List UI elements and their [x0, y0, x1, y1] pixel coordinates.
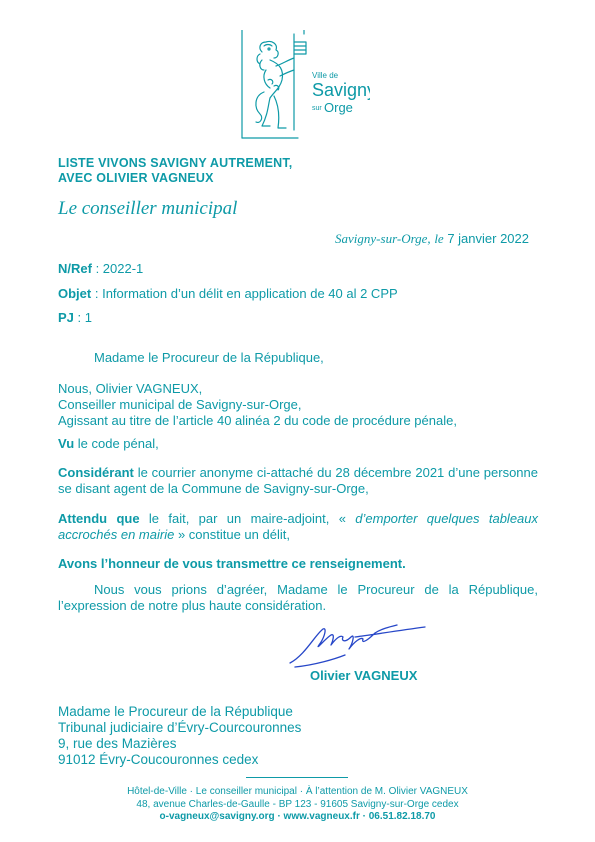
- considerant-paragraph: [58, 465, 538, 497]
- nref-label: N/Ref: [58, 261, 92, 276]
- declarant-line-1: Nous, Olivier VAGNEUX,: [58, 381, 203, 396]
- party-header: [58, 156, 292, 186]
- dateline-place: Savigny-sur-Orge,: [335, 231, 431, 246]
- objet-value: : Information d’un délit en application de 40 al 2 CPP: [94, 286, 398, 301]
- attachment-line: [58, 310, 92, 326]
- vu-paragraph: [58, 436, 538, 452]
- handwritten-signature: [285, 615, 435, 675]
- dateline-date: 7 janvier 2022: [447, 231, 529, 246]
- objet-label: Objet: [58, 286, 92, 301]
- salutation: Madame le Procureur de la République,: [94, 350, 324, 365]
- logo-line3a: sur: [312, 105, 322, 112]
- recipient-address: [58, 704, 301, 768]
- logo-line1: Ville de: [312, 71, 339, 80]
- footer: [0, 786, 595, 824]
- dateline-prefix: le: [434, 231, 444, 246]
- vu-text: le code pénal,: [74, 436, 159, 451]
- recipient-line-3: 9, rue des Mazières: [58, 736, 177, 751]
- pj-label: PJ: [58, 310, 74, 325]
- footer-divider: [246, 777, 348, 778]
- declarant-line-2: Conseiller municipal de Savigny-sur-Orge,: [58, 397, 302, 412]
- footer-line-2: 48, avenue Charles-de-Gaulle - BP 123 - 91605 Savigny-sur-Orge cedex: [136, 798, 459, 810]
- attendu-quote: d’emporter quelques tableaux accrochés en mairie: [58, 511, 539, 542]
- pj-value: : 1: [77, 310, 92, 325]
- logo-line3b: Orge: [324, 100, 353, 115]
- city-logo: [240, 30, 370, 142]
- dateline: [335, 231, 529, 247]
- honneur-statement: Avons l’honneur de vous transmettre ce renseignement.: [58, 556, 406, 571]
- closing-paragraph: Nous vous prions d’agréer, Madame le Procureur de la République, l’expression de notre plus haute considération.: [58, 582, 538, 613]
- vu-label: Vu: [58, 436, 75, 451]
- attendu-text-2: » constitue un délit,: [174, 527, 290, 542]
- declarant-line-3: Agissant au titre de l’article 40 alinéa 2 du code de procédure pénale,: [58, 413, 457, 428]
- nref-value: : 2022-1: [95, 261, 144, 276]
- considerant-text: le courrier anonyme ci-attaché du 28 décembre 2021 d’une personne se disant agent de la Commune de Savigny-sur-Orge,: [58, 465, 538, 496]
- footer-line-1: Hôtel-de-Ville · Le conseiller municipal · À l’attention de M. Olivier VAGNEUX: [127, 786, 468, 797]
- lion-emblem-icon: [240, 30, 370, 142]
- reference-line: [58, 261, 143, 277]
- considerant-label: Considérant: [58, 465, 134, 480]
- declarant-block: [58, 381, 538, 429]
- attendu-text-1: le fait, par un maire-adjoint, «: [139, 511, 356, 526]
- recipient-line-2: Tribunal judiciaire d’Évry-Courcouronnes: [58, 720, 302, 735]
- recipient-line-1: Madame le Procureur de la République: [58, 704, 293, 719]
- footer-line-3: o-vagneux@savigny.org · www.vagneux.fr · 06.51.82.18.70: [159, 811, 436, 822]
- role-title: Le conseiller municipal: [58, 198, 238, 219]
- attendu-label: Attendu que: [58, 511, 140, 526]
- recipient-line-4: 91012 Évry-Coucouronnes cedex: [58, 752, 259, 767]
- party-line-2: AVEC OLIVIER VAGNEUX: [58, 171, 214, 185]
- logo-line2: Savigny: [312, 80, 370, 100]
- object-line: [58, 286, 398, 302]
- signatory-name: Olivier VAGNEUX: [310, 668, 418, 683]
- attendu-paragraph: [58, 511, 538, 543]
- party-line-1: LISTE VIVONS SAVIGNY AUTREMENT,: [58, 156, 293, 170]
